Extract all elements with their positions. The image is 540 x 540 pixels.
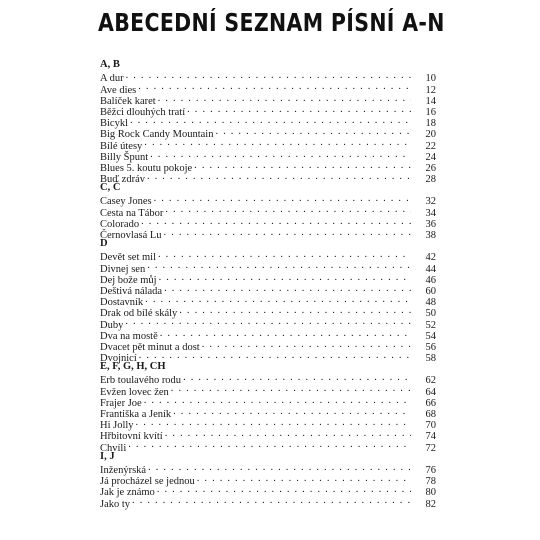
page-number: 54 bbox=[425, 330, 436, 342]
page-number: 62 bbox=[425, 375, 436, 387]
song-entry bbox=[100, 137, 436, 152]
dot-leader bbox=[194, 160, 411, 171]
song-entry bbox=[100, 126, 436, 141]
page-number: 72 bbox=[425, 442, 436, 454]
song-title: Černovlasá Lu bbox=[100, 230, 162, 241]
song-title: Drak od bílé skály bbox=[100, 308, 178, 320]
page-number: 10 bbox=[425, 73, 436, 85]
song-title: Deštivá nálada bbox=[100, 285, 163, 297]
dot-leader bbox=[147, 260, 411, 271]
dot-leader bbox=[164, 227, 411, 238]
page-number: 68 bbox=[425, 409, 436, 420]
song-title: A dur bbox=[100, 73, 124, 85]
dot-leader bbox=[150, 149, 411, 160]
song-entry bbox=[100, 115, 436, 130]
page-number: 50 bbox=[425, 308, 436, 320]
dot-leader bbox=[179, 305, 411, 316]
song-entry bbox=[100, 372, 436, 387]
song-entry bbox=[100, 305, 436, 320]
page-number: 36 bbox=[425, 218, 436, 230]
song-entry bbox=[100, 216, 436, 230]
song-entry bbox=[100, 473, 436, 488]
song-title: Já procházel se jednou bbox=[100, 476, 195, 488]
song-entry bbox=[100, 160, 436, 174]
page-number: 64 bbox=[425, 386, 436, 398]
song-entry bbox=[100, 439, 436, 454]
page-number: 12 bbox=[425, 84, 436, 96]
page-number: 80 bbox=[425, 487, 436, 499]
song-title: Inženýrská bbox=[100, 464, 147, 476]
song-title: Frajer Joe bbox=[100, 397, 142, 409]
song-title: Cesta na Tábor bbox=[100, 207, 164, 219]
song-entry bbox=[100, 350, 436, 365]
page-number: 18 bbox=[425, 118, 436, 130]
dot-leader bbox=[141, 216, 411, 227]
song-title: Erb toulavého rodu bbox=[100, 375, 182, 387]
dot-leader bbox=[139, 350, 411, 361]
dot-leader bbox=[136, 417, 411, 428]
dot-leader bbox=[202, 339, 411, 350]
song-title: Jak je známo bbox=[100, 487, 155, 499]
song-title: Chvíli bbox=[100, 442, 127, 454]
page-number: 82 bbox=[425, 498, 436, 510]
dot-leader bbox=[165, 428, 411, 439]
song-entry bbox=[100, 406, 436, 420]
song-entry bbox=[100, 316, 436, 331]
page-number: 46 bbox=[425, 274, 436, 286]
song-title: Dva na mostě bbox=[100, 330, 158, 342]
song-entry bbox=[100, 81, 436, 96]
song-entry bbox=[100, 428, 436, 443]
section-header: A, B bbox=[100, 59, 120, 70]
page-number: 44 bbox=[425, 263, 436, 275]
song-index bbox=[100, 59, 436, 510]
dot-leader bbox=[165, 204, 411, 215]
song-entry bbox=[100, 93, 436, 107]
section-header: C, Č bbox=[100, 182, 121, 194]
song-title: Bílé útesy bbox=[100, 140, 143, 152]
page-number: 66 bbox=[425, 397, 436, 409]
dot-leader bbox=[158, 93, 411, 104]
song-title: Ave dies bbox=[100, 84, 137, 96]
song-title: Colorado bbox=[100, 218, 140, 230]
song-title: Jako ty bbox=[100, 498, 131, 510]
page-number: 20 bbox=[425, 129, 436, 141]
song-title: Divnej sen bbox=[100, 263, 146, 275]
song-title: Buď zdráv bbox=[100, 174, 145, 186]
song-title: Dej bože můj bbox=[100, 274, 157, 286]
song-entry bbox=[100, 328, 436, 342]
song-entry bbox=[100, 417, 436, 432]
song-title: Big Rock Candy Mountain bbox=[100, 129, 214, 141]
page-number: 76 bbox=[425, 464, 436, 476]
dot-leader bbox=[160, 328, 411, 339]
dot-leader bbox=[164, 283, 411, 294]
dot-leader bbox=[159, 272, 411, 283]
song-entry bbox=[100, 227, 436, 241]
page-number: 22 bbox=[425, 140, 436, 152]
dot-leader bbox=[197, 473, 411, 484]
song-title: Evžen lovec žen bbox=[100, 386, 169, 398]
song-title: Duby bbox=[100, 319, 124, 331]
song-title: Hřbitovní kvítí bbox=[100, 431, 163, 443]
page-title: ABECEDNÍ SEZNAM PÍSNÍ A-N bbox=[98, 8, 445, 37]
dot-leader bbox=[128, 439, 411, 450]
dot-leader bbox=[144, 395, 411, 406]
dot-leader bbox=[183, 372, 411, 383]
song-title: Hi Jolly bbox=[100, 420, 134, 432]
song-entry bbox=[100, 272, 436, 286]
song-title: Dvacet pět minut a dost bbox=[100, 341, 200, 353]
dot-leader bbox=[171, 383, 411, 394]
dot-leader bbox=[145, 294, 411, 305]
page-number: 34 bbox=[425, 207, 436, 219]
song-entry bbox=[100, 395, 436, 409]
page-number: 42 bbox=[425, 252, 436, 264]
song-entry bbox=[100, 260, 436, 275]
song-title: Balíček karet bbox=[100, 95, 156, 107]
section-header: D bbox=[100, 238, 108, 249]
page-number: 56 bbox=[425, 341, 436, 353]
section-header: I, J bbox=[100, 450, 115, 462]
song-entry bbox=[100, 149, 436, 163]
page-number: 58 bbox=[425, 353, 436, 365]
song-title: Běžci dlouhých tratí bbox=[100, 106, 186, 118]
dot-leader bbox=[138, 81, 411, 92]
page-number: 16 bbox=[425, 106, 436, 118]
page-number: 60 bbox=[425, 285, 436, 297]
page-number: 14 bbox=[425, 95, 436, 107]
dot-leader bbox=[144, 137, 411, 148]
dot-leader bbox=[125, 316, 411, 327]
dot-leader bbox=[148, 462, 411, 473]
page-number: 78 bbox=[425, 476, 436, 488]
page-number: 38 bbox=[425, 230, 436, 241]
song-entry bbox=[100, 70, 436, 85]
song-title: Billy Špunt bbox=[100, 151, 149, 163]
song-title: Casey Jones bbox=[100, 196, 152, 208]
page-number: 32 bbox=[425, 196, 436, 208]
page-number: 24 bbox=[425, 151, 436, 163]
song-title: Devět set mil bbox=[100, 252, 156, 264]
song-entry bbox=[100, 294, 436, 309]
dot-leader bbox=[132, 495, 411, 506]
dot-leader bbox=[215, 126, 411, 137]
song-title: Dvojnicí bbox=[100, 353, 137, 365]
song-title: Františka a Jeník bbox=[100, 409, 172, 420]
page-number: 70 bbox=[425, 420, 436, 432]
song-entry bbox=[100, 193, 436, 208]
page-number: 26 bbox=[425, 162, 436, 174]
song-entry bbox=[100, 249, 436, 264]
song-entry bbox=[100, 495, 436, 510]
dot-leader bbox=[187, 104, 411, 115]
dot-leader bbox=[157, 484, 411, 495]
dot-leader bbox=[158, 249, 411, 260]
section-header: E, F, G, H, CH bbox=[100, 361, 166, 373]
dot-leader bbox=[147, 171, 411, 182]
page-number: 52 bbox=[425, 319, 436, 331]
dot-leader bbox=[173, 406, 411, 417]
page-number: 74 bbox=[425, 431, 436, 443]
song-title: Blues 5. koutu pokoje bbox=[100, 162, 193, 174]
song-entry bbox=[100, 462, 436, 476]
dot-leader bbox=[154, 193, 411, 204]
dot-leader bbox=[126, 70, 411, 81]
page-number: 28 bbox=[425, 174, 436, 186]
song-entry bbox=[100, 171, 436, 186]
song-title: Dostavník bbox=[100, 297, 144, 309]
dot-leader bbox=[130, 115, 411, 126]
song-title: Bicykl bbox=[100, 118, 128, 130]
page-number: 48 bbox=[425, 297, 436, 309]
